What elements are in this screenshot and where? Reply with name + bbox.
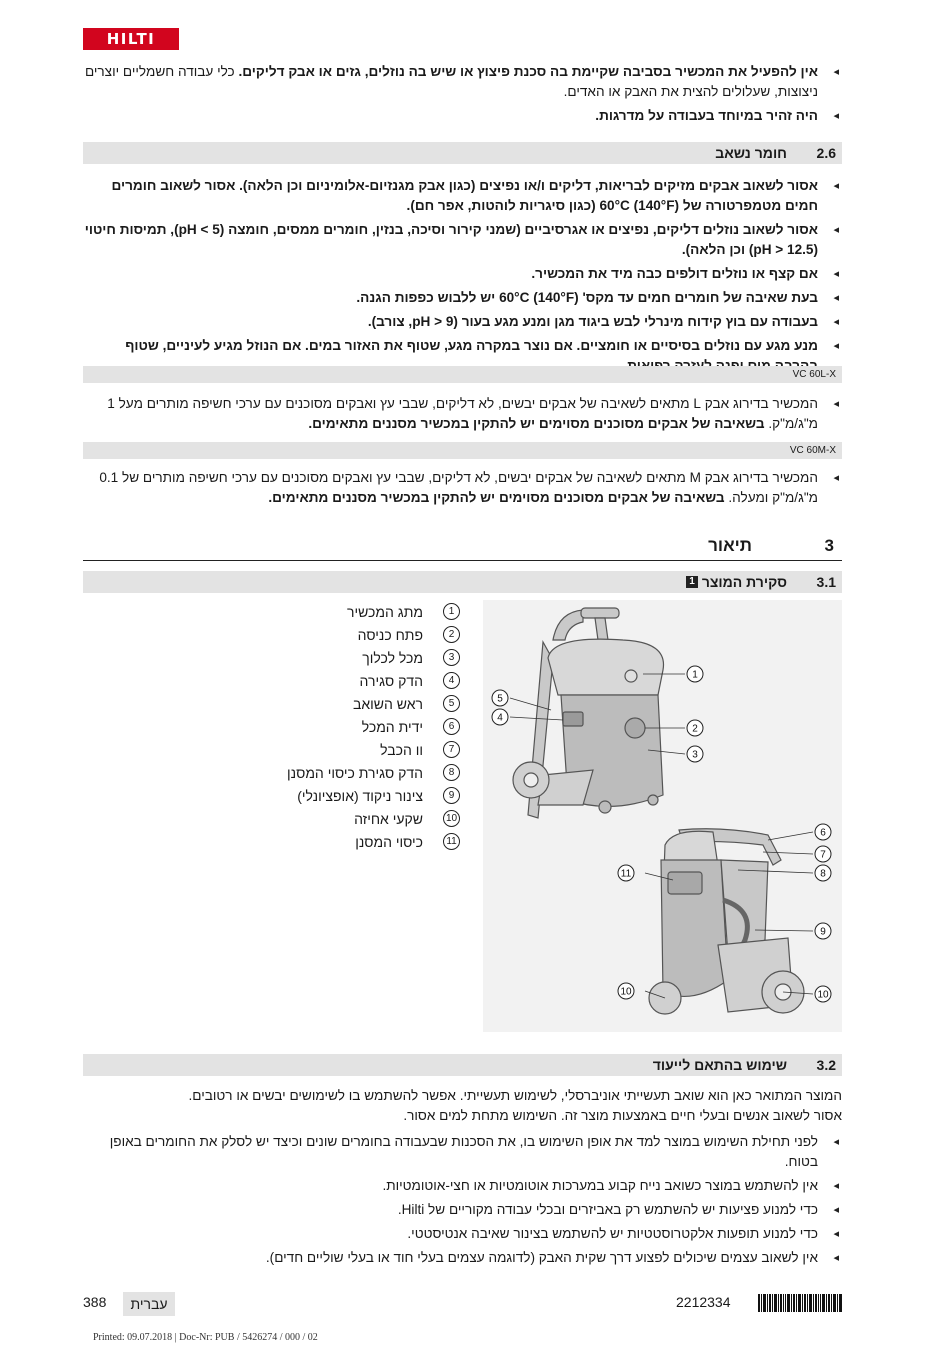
chapter-heading-3 xyxy=(83,536,842,561)
hilti-logo xyxy=(83,28,179,50)
section-header-3-2 xyxy=(83,1054,842,1076)
chapter-title: תיאור xyxy=(708,536,752,555)
section-number: 2.6 xyxy=(816,145,836,161)
callout-7 xyxy=(815,846,831,862)
bullet-item: ◂ אסור לשאוב נוזלים דליקים, נפיצים או אגרסיביים (שמני קירור וסיכה, בנזין, חומרים ממסים, חומצה (pH < 5), תמיסות חיטוי (pH > 12.5) וכן הלאה). xyxy=(83,220,842,260)
section-2-6-bullets xyxy=(83,176,842,380)
callout-8 xyxy=(815,865,831,881)
section-number: 3.2 xyxy=(816,1057,836,1073)
legend-item: 8 הדק סגירת כיסוי המסנן xyxy=(250,761,460,784)
callout-1 xyxy=(687,666,703,682)
print-info: Printed: 09.07.2018 | Doc-Nr: PUB / 5426274 / 000 / 02 xyxy=(93,1332,318,1343)
chapter-number: 3 xyxy=(824,536,834,555)
legend-item: 2 פתח כניסה xyxy=(250,623,460,646)
callout-3 xyxy=(687,746,703,762)
language-label: עברית xyxy=(123,1292,175,1316)
section-header-3-1 xyxy=(83,571,842,593)
bullet-item: ◂ המכשיר בדירוג אבק L מתאים לשאיבה של אבקים יבשים, לא דליקים, שבבי עץ ואבקים מסוכנים עם ערכי חשיפה מותרים מעל 1 מ"ג/מ"ק. בשאיבה של אבקים מסוכנים מסוימים יש להתקין במכשיר מסננים מתאימים. xyxy=(83,394,842,434)
page-number: 388 xyxy=(83,1294,107,1310)
legend-item: 10 שקעי אחיזה xyxy=(250,807,460,830)
callout-6 xyxy=(815,824,831,840)
handle-shape xyxy=(553,610,583,640)
bullet-item: ◂ אין להשתמש במוצר כשואב נייח קבוע במערכות אוטומטיות או חצי-אוטומטיות. xyxy=(83,1176,842,1196)
section-title: סקירת המוצר xyxy=(701,574,787,590)
legend-item: 1 מתג המכשיר xyxy=(250,600,460,623)
callout-4 xyxy=(492,709,508,725)
bullet-item: ◂ בעת שאיבה של חומרים חמים עד מקס' 60°C (140°F) יש ללבוש כפפות הגנה. xyxy=(83,288,842,308)
legend-item: 7 וו הכבל xyxy=(250,738,460,761)
svg-text:7: 7 xyxy=(820,849,826,861)
page-footer xyxy=(83,1292,842,1316)
legend-item: 3 מכל לכלוך xyxy=(250,646,460,669)
bullet-item: ◂ אין להפעיל את המכשיר בסביבה שקיימת בה סכנת פיצוץ או שיש בה נוזלים, גזים או אבק דליקים. כלי עבודה חשמליים יוצרים ניצוצות, שעלולים להצית את האבק או האדים. xyxy=(83,62,842,102)
legend-item: 9 צינור ניקוד (אופציונלי) xyxy=(250,784,460,807)
parts-legend xyxy=(250,600,460,853)
model-m-text xyxy=(83,468,842,512)
model-label-l: VC 60L-X xyxy=(83,366,842,383)
svg-text:5: 5 xyxy=(497,693,503,705)
svg-text:11: 11 xyxy=(620,868,632,880)
svg-text:8: 8 xyxy=(820,868,826,880)
product-illustration xyxy=(483,600,842,1032)
figure-reference: 1 xyxy=(686,576,698,588)
vacuum-illustration xyxy=(483,600,842,1032)
legend-item: 11 כיסוי המסנן xyxy=(250,830,460,853)
svg-text:9: 9 xyxy=(820,926,826,938)
model-l-text xyxy=(83,394,842,438)
callout-10 xyxy=(815,986,831,1002)
bullet-item: ◂ לפני תחילת השימוש במוצר למד את אופן השימוש בו, את הסכנות שבעבודה בחומרים שונים וכיצד יש לסלק את החומרים באופן בטוח. xyxy=(83,1132,842,1172)
section-title: שימוש בהתאם לייעוד xyxy=(652,1057,787,1073)
legend-item: 6 ידית המכל xyxy=(250,715,460,738)
model-label-m: VC 60M-X xyxy=(83,442,842,459)
legend-item: 5 ראש השואב xyxy=(250,692,460,715)
svg-text:10: 10 xyxy=(620,986,632,998)
paragraph: אסור לשאוב אנשים ובעלי חיים באמצעות מוצר זה. השימוש מתחת למים אסור. xyxy=(403,1108,842,1123)
bullet-item: ◂ כדי למנוע תופעות אלקטרוסטטיות יש להשתמש בצינור שאיבה אנטיסטטי. xyxy=(83,1224,842,1244)
svg-text:4: 4 xyxy=(497,712,503,724)
svg-text:3: 3 xyxy=(692,749,698,761)
top-bullets xyxy=(83,62,842,130)
paragraph: המוצר המתואר כאן הוא שואב תעשייתי אוניברסלי, לשימוש תעשייתי. אפשר להשתמש בו לשימושים יבשים או רטובים. xyxy=(188,1088,842,1103)
callout-10 xyxy=(618,983,634,999)
legend-item: 4 הדק סגירה xyxy=(250,669,460,692)
section-title: חומר נשאב xyxy=(715,145,787,161)
svg-text:6: 6 xyxy=(820,827,826,839)
barcode-icon xyxy=(758,1294,842,1312)
bullet-item: ◂ כדי למנוע פציעות יש להשתמש רק באביזרים ובכלי עבודה מקוריים של Hilti. xyxy=(83,1200,842,1220)
callout-2 xyxy=(687,720,703,736)
svg-text:1: 1 xyxy=(692,669,698,681)
callout-11 xyxy=(618,865,634,881)
section-header-2-6 xyxy=(83,142,842,164)
svg-text:10: 10 xyxy=(817,989,829,1001)
logo-text: HILTI xyxy=(106,30,156,48)
callout-5 xyxy=(492,690,508,706)
section-number: 3.1 xyxy=(816,574,836,590)
bullet-item: ◂ המכשיר בדירוג אבק M מתאים לשאיבה של אבקים יבשים, לא דליקים, שבבי עץ ואבקים מסוכנים עם ערכי חשיפה מותרים של 0.1 מ"ג/מ"ק ומעלה. בשאיבה של אבקים מסוכנים מסוימים יש להתקין במכשיר מסננים מתאימים. xyxy=(83,468,842,508)
section-3-2-body xyxy=(83,1086,842,1272)
bullet-item: ◂ אסור לשאוב אבקים מזיקים לבריאות, דליקים ו/או נפיצים (כגון אבק מגנזיום-אלומיניום וכן הלאה). אסור לשאוב חומרים חמים מטמפרטורה של 60°C (140°F) (כגון סיגריות לוהטות, אפר חם). xyxy=(83,176,842,216)
document-number: 2212334 xyxy=(676,1294,731,1310)
bullet-item: ◂ אם קצף או נוזלים דולפים כבה מיד את המכשיר. xyxy=(83,264,842,284)
bullet-item: ◂ אין לשאוב עצמים שיכולים לפצוע דרך שקית האבק (לדוגמה עצמים בעלי חוד או בעלי שוליים חדים). xyxy=(83,1248,842,1268)
bullet-item: ◂ מנע מגע עם נוזלים בסיסיים או חומציים. אם נוצר במקרה מגע, שטוף את האזור במים. אם הנוזל מגיע לעיניים, שטוף xyxy=(83,336,842,376)
svg-text:2: 2 xyxy=(692,723,698,735)
callout-9 xyxy=(815,923,831,939)
bullet-item: ◂ בעבודה עם בוץ קידוח מינרלי לבש ביגוד מגן ומנע מגע בעור (pH > 9, צורב). xyxy=(83,312,842,332)
bullet-item: ◂ היה זהיר במיוחד בעבודה על מדרגות. xyxy=(83,106,842,126)
